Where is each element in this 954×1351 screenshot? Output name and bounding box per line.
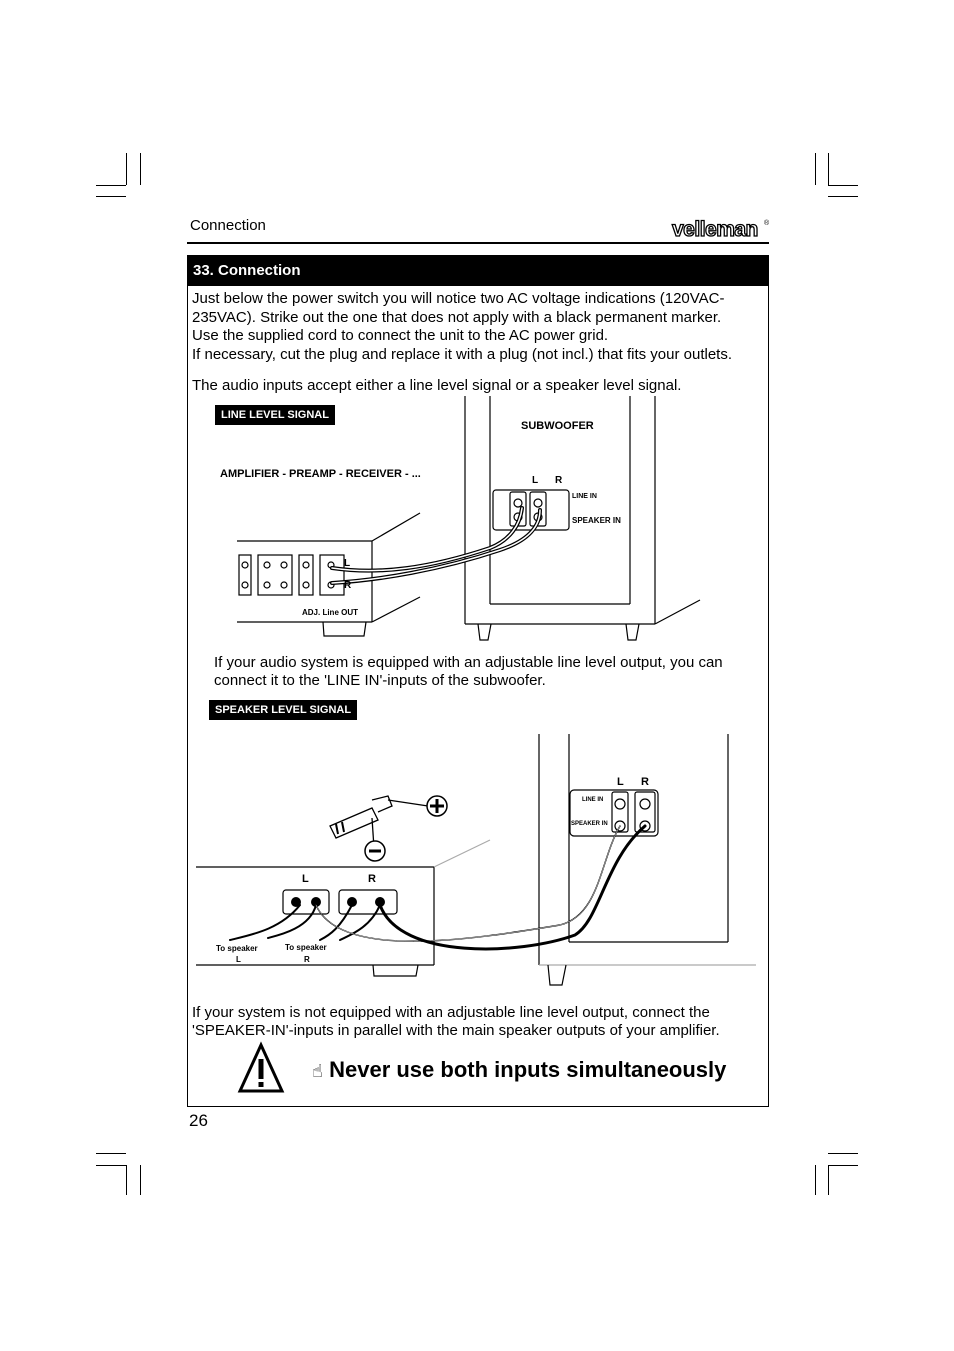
line-r-label: R — [555, 475, 563, 486]
banana-plug — [330, 796, 428, 848]
plus-symbol — [427, 796, 447, 816]
minus-symbol — [365, 841, 385, 861]
warning-triangle-icon — [238, 1043, 284, 1093]
speaker-wires — [230, 826, 645, 949]
intro-line-1: Just below the power switch you will notice two AC voltage indications (120VAC- — [192, 290, 725, 307]
line-level-tag: LINE LEVEL SIGNAL — [215, 405, 335, 425]
subwoofer-label: SUBWOOFER — [521, 420, 594, 432]
line-in-label: LINE IN — [572, 493, 597, 500]
amp-r-label: R — [368, 873, 376, 885]
speaker-level-caption-2: 'SPEAKER-IN'-inputs in parallel with the main speaker outputs of your amplifier. — [192, 1022, 720, 1039]
warning-message: Never use both inputs simultaneously — [329, 1057, 727, 1082]
intro-line-2: 235VAC). Strike out the one that does not apply with a black permanent marker. — [192, 309, 722, 326]
adj-line-out-label: ADJ. Line OUT — [302, 608, 359, 617]
sub-l-label: L — [617, 776, 624, 788]
speaker-in-label: SPEAKER IN — [571, 821, 608, 827]
line-level-caption-2: connect it to the 'LINE IN'-inputs of the subwoofer. — [214, 672, 546, 689]
running-header-title: Connection — [190, 217, 266, 234]
warning-text — [312, 1057, 726, 1083]
audio-inputs-text: The audio inputs accept either a line level signal or a speaker level signal. — [192, 377, 682, 394]
to-speaker-r-label: To speaker — [285, 943, 327, 952]
speaker-level-caption-1: If your system is not equipped with an adjustable line level output, connect the — [192, 1004, 710, 1021]
amplifier-label: AMPLIFIER - PREAMP - RECEIVER - ... — [220, 468, 421, 480]
speaker-level-tag: SPEAKER LEVEL SIGNAL — [209, 700, 357, 720]
speaker-in-label: SPEAKER IN — [572, 516, 621, 525]
intro-line-4: If necessary, cut the plug and replace it with a plug (not incl.) that fits your outlets. — [192, 346, 732, 363]
amp-r-label: R — [344, 580, 352, 591]
line-in-label: LINE IN — [582, 797, 604, 803]
binding-posts — [291, 897, 385, 907]
amp-l-label: L — [302, 873, 309, 885]
line-l-label: L — [532, 475, 539, 486]
svg-text:velleman: velleman — [672, 218, 758, 241]
to-speaker-l-label: To speaker — [216, 944, 258, 953]
page-number: 26 — [189, 1111, 208, 1130]
amp-l-label: L — [344, 558, 351, 569]
pointing-hand-icon: ☝ — [312, 1061, 323, 1081]
to-speaker-l-sub: L — [236, 955, 241, 964]
subwoofer-cabinet — [539, 734, 756, 985]
sub-r-label: R — [641, 776, 649, 788]
section-heading: 33. Connection — [188, 256, 768, 286]
intro-line-3: Use the supplied cord to connect the unit to the AC power grid. — [192, 327, 609, 344]
line-level-caption-1: If your audio system is equipped with an adjustable line level output, you can — [214, 654, 723, 671]
to-speaker-r-sub: R — [304, 955, 310, 964]
svg-text:®: ® — [764, 220, 770, 227]
